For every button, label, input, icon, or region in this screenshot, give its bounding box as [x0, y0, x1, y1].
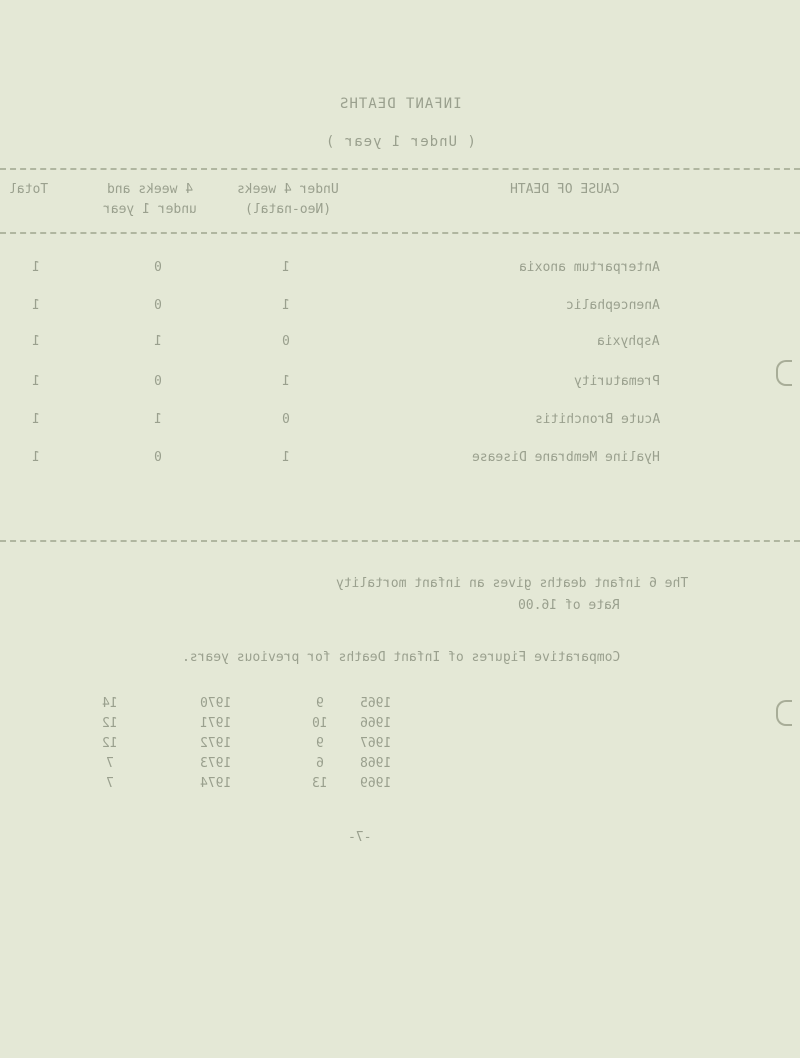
- header-cause-of-death: CAUSE OF DEATH: [510, 182, 620, 197]
- cell-4w1y: 1: [154, 334, 162, 349]
- header-under-4-weeks: Under 4 weeks (Neo-natal): [237, 182, 339, 217]
- header-rule: [0, 232, 800, 234]
- figure-value: 13: [312, 776, 328, 791]
- cell-total: 1: [32, 298, 40, 313]
- figure-year: 1965: [360, 696, 392, 711]
- figure-value: 7: [106, 756, 114, 771]
- header-4weeks-1year: 4 weeks and under 1 year: [103, 182, 197, 217]
- page-title: INFANT DEATHS: [338, 96, 462, 112]
- figure-value: 9: [316, 696, 324, 711]
- figure-year: 1973: [200, 756, 232, 771]
- figure-year: 1966: [360, 716, 392, 731]
- cell-under4: 1: [282, 374, 290, 389]
- cell-cause: Asphyxia: [597, 334, 660, 349]
- cell-4w1y: 1: [154, 412, 162, 427]
- cell-total: 1: [32, 334, 40, 349]
- figure-year: 1970: [200, 696, 232, 711]
- figure-value: 12: [102, 736, 118, 751]
- cell-4w1y: 0: [154, 260, 162, 275]
- header-total: Total: [9, 182, 49, 197]
- rate-statement-line1: The 6 infant deaths gives an infant mortality: [335, 576, 688, 591]
- cell-cause: Hyaline Membrane Disease: [472, 450, 660, 465]
- figure-value: 9: [316, 736, 324, 751]
- rate-statement-line2: Rate of 16.00: [518, 598, 620, 613]
- cell-4w1y: 0: [154, 450, 162, 465]
- figure-value: 6: [316, 756, 324, 771]
- figure-year: 1974: [200, 776, 232, 791]
- figure-year: 1967: [360, 736, 392, 751]
- cell-cause: Anencephalic: [566, 298, 660, 313]
- cell-total: 1: [32, 412, 40, 427]
- figure-value: 12: [102, 716, 118, 731]
- cell-cause: Prematurity: [573, 374, 660, 389]
- page-number: -7-: [348, 830, 372, 845]
- cell-total: 1: [32, 450, 40, 465]
- cell-under4: 1: [282, 298, 290, 313]
- figure-year: 1971: [200, 716, 232, 731]
- cell-total: 1: [32, 260, 40, 275]
- page-subtitle: ( Under 1 year ): [324, 134, 476, 150]
- figure-year: 1972: [200, 736, 232, 751]
- cell-under4: 0: [282, 412, 290, 427]
- comparative-heading: Comparative Figures of Infant Deaths for previous years.: [181, 650, 620, 665]
- cell-cause: Anterpartum anoxia: [519, 260, 660, 275]
- figure-year: 1969: [360, 776, 392, 791]
- binding-clip: [776, 700, 792, 726]
- binding-clip: [776, 360, 792, 386]
- cell-under4: 1: [282, 260, 290, 275]
- cell-total: 1: [32, 374, 40, 389]
- table-bottom-rule: [0, 540, 800, 542]
- cell-under4: 1: [282, 450, 290, 465]
- figure-value: 10: [312, 716, 328, 731]
- top-rule: [0, 168, 800, 170]
- cell-cause: Acute Bronchitis: [534, 412, 660, 427]
- figure-value: 14: [102, 696, 118, 711]
- cell-4w1y: 0: [154, 298, 162, 313]
- cell-4w1y: 0: [154, 374, 162, 389]
- figure-value: 7: [106, 776, 114, 791]
- figure-year: 1968: [360, 756, 392, 771]
- cell-under4: 0: [282, 334, 290, 349]
